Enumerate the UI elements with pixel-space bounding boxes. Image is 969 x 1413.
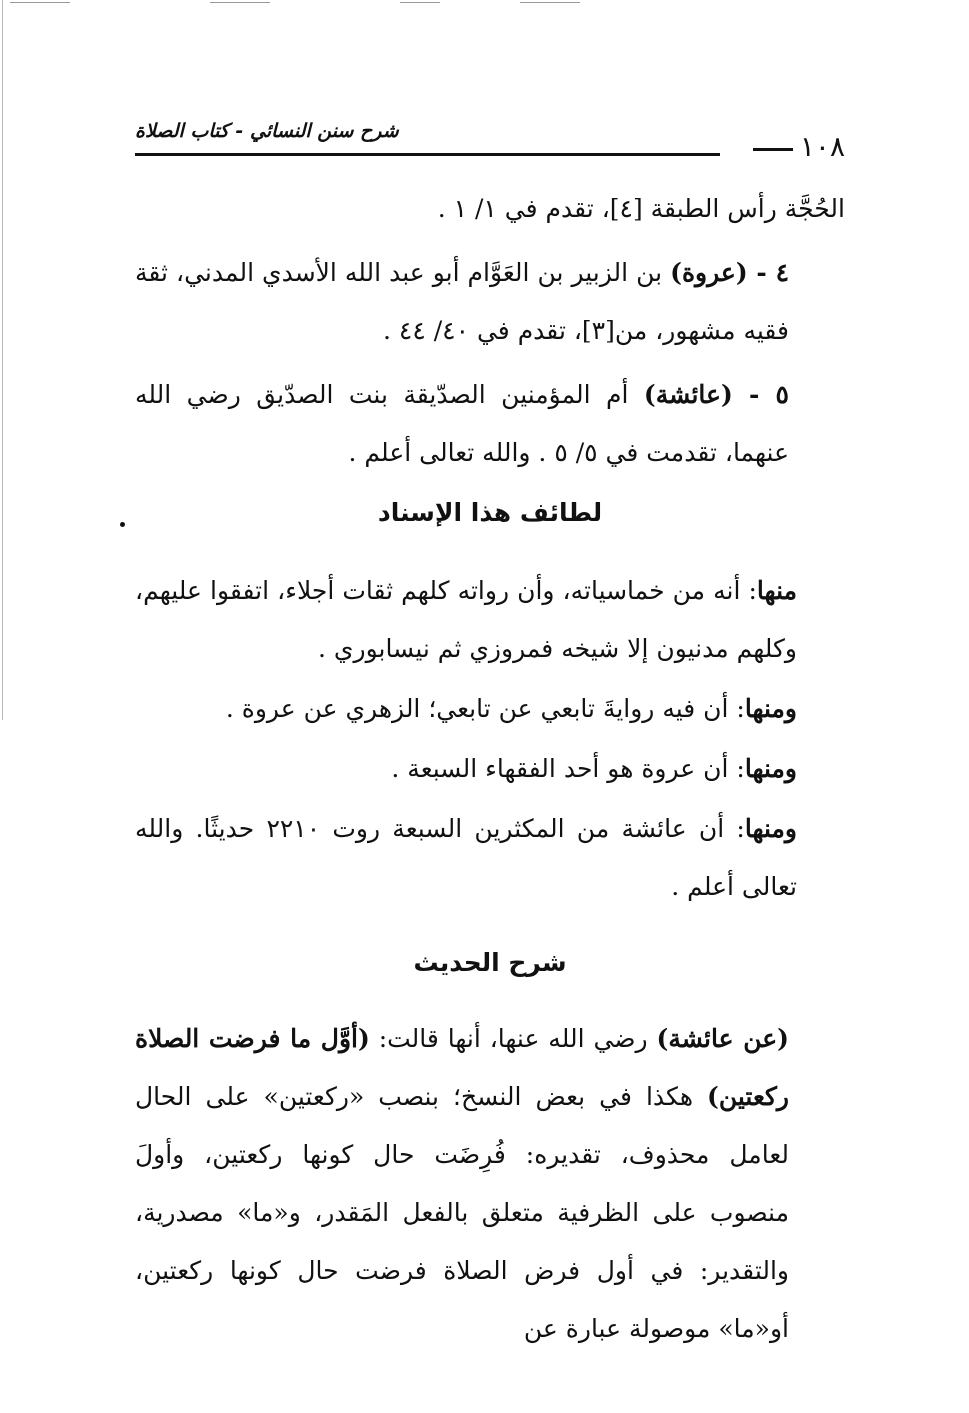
point-lead: ومنها: [744, 814, 797, 843]
point-lead: منها: [756, 576, 797, 605]
header-rule: [135, 153, 720, 156]
hadith-quote: (أوَّل ما فرضت الصلاة ركعتين): [135, 1024, 789, 1111]
isnad-point: [135, 680, 845, 738]
page-header: [135, 118, 845, 163]
paragraph-narrator-3-tail: [135, 180, 845, 238]
point-lead: ومنها: [744, 694, 797, 723]
narrator-name: ٤ - (عروة): [670, 258, 789, 287]
point-lead: ومنها: [744, 754, 797, 783]
page-number: ١٠٨: [799, 130, 845, 163]
running-title: شرح سنن النسائي - كتاب الصلاة: [135, 120, 399, 142]
page-body: [135, 180, 845, 1360]
scan-edge-line: [2, 0, 3, 720]
section-title-isnad: لطائف هذا الإسناد: [377, 498, 603, 527]
page-number-dash: [753, 148, 793, 151]
commentary-text: رضي الله عنها، أنها قالت:: [369, 1024, 657, 1053]
isnad-point: [135, 800, 845, 916]
isnad-point: [135, 562, 845, 678]
narrator-name: ٥ - (عائشة): [643, 380, 789, 409]
paragraph-narrator-aisha: [135, 366, 845, 482]
paragraph-text: بن الزبير بن العَوَّام أبو عبد الله الأسدي المدني، ثقة فقيه مشهور، من[٣]، تقدم في ٤٠/ ٤٤ .: [135, 258, 789, 345]
point-text: : أنه من خماسياته، وأن رواته كلهم ثقات أجلاء، اتفقوا عليهم، وكلهم مدنيون إلا شيخه فمروزي ثم نيسابوري .: [135, 576, 797, 663]
commentary-paragraph: [135, 1010, 845, 1358]
section-title-hadith-commentary: شرح الحديث: [413, 948, 567, 977]
point-text: : أن عروة هو أحد الفقهاء السبعة .: [391, 754, 745, 783]
commentary-text: هكذا في بعض النسخ؛ بنصب «ركعتين» على الحال لعامل محذوف، تقديره: فُرِضَت حال كونها ركعتين، وأولَ منصوب على الظرفية متعلق بالفعل المَقدر، و«ما» مصدرية، والتقدير: في أول فرض الصلاة فرضت حال كونها ركعتين، أو«ما» موصولة عبارة عن: [135, 1082, 789, 1343]
point-text: : أن فيه روايةَ تابعي عن تابعي؛ الزهري عن عروة .: [225, 694, 745, 723]
point-text: : أن عائشة من المكثرين السبعة روت ٢٢١٠ حديثًا. والله تعالى أعلم .: [135, 814, 797, 901]
paragraph-text: الحُجَّة رأس الطبقة [٤]، تقدم في ١/ ١ .: [437, 194, 845, 223]
stray-dot: [120, 522, 125, 527]
commentary-lead: (عن عائشة): [656, 1024, 789, 1053]
scan-edge-marks: [0, 0, 969, 6]
paragraph-text: أم المؤمنين الصدّيقة بنت الصدّيق رضي الله عنهما، تقدمت في ٥/ ٥ . والله تعالى أعلم .: [135, 380, 789, 467]
paragraph-narrator-urwa: [135, 244, 845, 360]
isnad-point: [135, 740, 845, 798]
